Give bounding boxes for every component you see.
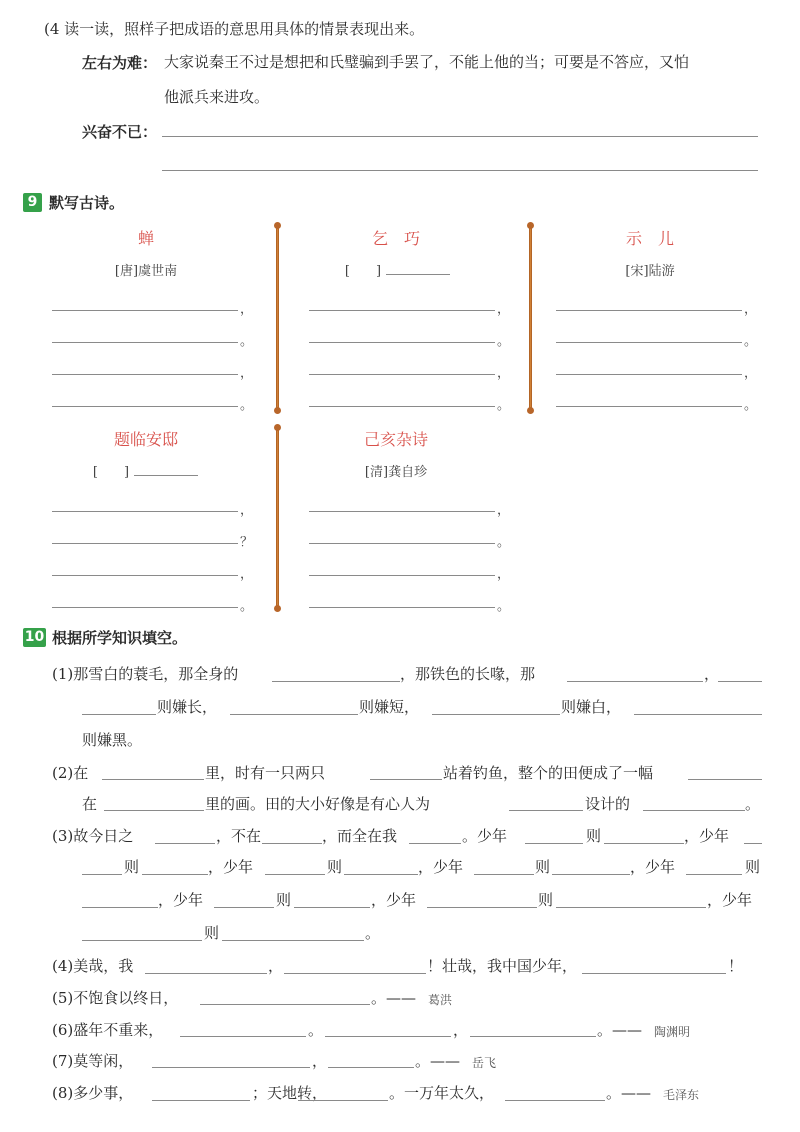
fill-blank[interactable] [686,874,742,875]
fill-blank[interactable] [474,874,534,875]
s6-text: (6)盛年不重来， [52,1021,164,1039]
s1-text: 则嫌长， [157,698,218,716]
s2-text: 里，时有一只两只 [205,764,326,782]
poem-punct: ， [240,366,254,381]
s3-text: 则 [204,924,220,942]
fill-blank[interactable] [427,907,537,908]
s6-text: 。 [308,1021,324,1039]
fill-blank[interactable] [155,843,215,844]
fill-blank[interactable] [328,1067,414,1068]
s2-text: 在 [82,795,98,813]
s3-text: ，而全在我 [322,827,398,845]
question-number-badge: 9 [23,193,42,212]
s3-text: 则 [124,858,140,876]
s1-text: (1)那雪白的蓑毛，那全身的 [52,665,239,683]
s1-text: 则嫌黑。 [82,731,143,749]
s5-source: 葛洪 [428,993,453,1007]
fill-blank[interactable] [272,681,400,682]
fill-blank[interactable] [604,843,684,844]
poem-author-blank: [ ] [344,264,382,279]
author-name-blank[interactable] [386,274,450,275]
poem-punct: 。 [240,599,254,614]
poem-punct: ， [240,302,254,317]
s3-text: (3)故今日之 [52,827,134,845]
fill-blank[interactable] [102,779,204,780]
poem-punct: 。 [744,398,758,413]
poem-punct: ， [744,302,758,317]
poem-line[interactable] [309,310,495,311]
s3-text: 。 [365,924,381,942]
s5-text: (5)不饱食以终日， [52,989,179,1007]
fill-blank[interactable] [82,907,158,908]
fill-blank[interactable] [525,843,583,844]
fill-blank[interactable] [180,1036,306,1037]
poem-punct: ， [240,503,254,518]
s7-source: 岳飞 [472,1056,497,1070]
fill-blank[interactable] [688,779,762,780]
poem-line[interactable] [52,342,238,343]
fill-blank[interactable] [222,940,364,941]
s6-text: 。—— [597,1021,643,1039]
question-number-badge: 10 [24,629,45,645]
s3-text: 则 [535,858,551,876]
poem-title: 蝉 [137,229,154,248]
fill-blank[interactable] [200,1004,370,1005]
s7-text: 。—— [415,1052,461,1070]
fill-blank[interactable] [744,843,762,844]
poem-line[interactable] [556,342,742,343]
poem-line[interactable] [52,543,238,544]
task-term: 兴奋不已： [82,123,158,141]
s3-text: ，少年 [418,858,464,876]
fill-blank[interactable] [505,1100,605,1101]
s8-text: 。一万年太久， [389,1084,495,1102]
s1-text: 则嫌白， [561,698,622,716]
s7-text: ， [312,1052,328,1070]
poem-punct: ？ [240,535,254,550]
poem-line[interactable] [556,406,742,407]
example-term: 左右为难： [82,54,158,72]
fill-blank[interactable] [556,907,706,908]
fill-blank[interactable] [82,874,122,875]
poem-line[interactable] [52,310,238,311]
s4-text: ， [268,957,284,975]
poem-line[interactable] [309,406,495,407]
question-title: 根据所学知识填空。 [52,629,188,647]
poem-punct: ， [497,366,511,381]
fill-blank[interactable] [262,843,322,844]
fill-blank[interactable] [552,874,630,875]
poem-punct: 。 [497,535,511,550]
s1-text: 则嫌短， [359,698,420,716]
fill-blank[interactable] [152,1067,310,1068]
fill-blank[interactable] [409,843,461,844]
s8-source: 毛泽东 [663,1088,700,1102]
poem-author: [宋]陆游 [625,264,675,279]
poem-line[interactable] [309,575,495,576]
s3-text: 则 [327,858,343,876]
poem-line[interactable] [52,374,238,375]
s6-source: 陶渊明 [654,1025,691,1039]
s8-text: ；天地转， [252,1084,328,1102]
poem-author: [唐]虞世南 [114,264,178,279]
fill-blank[interactable] [214,907,274,908]
fill-blank[interactable] [145,973,267,974]
s4-text: ！ [728,957,744,975]
poem-title: 己亥杂诗 [363,430,428,449]
s6-text: ， [453,1021,469,1039]
poem-punct: ， [497,302,511,317]
fill-blank[interactable] [82,940,202,941]
poem-title: 示 儿 [625,229,674,248]
poem-line[interactable] [309,511,495,512]
s3-text: ，不在 [216,827,262,845]
s3-text: 则 [538,891,554,909]
poem-line[interactable] [309,374,495,375]
poem-title: 题临安邸 [113,430,178,449]
question-title: 默写古诗。 [49,194,125,212]
example-line-2: 他派兵来进攻。 [164,88,270,106]
s4-text: (4)美哉，我 [52,957,134,975]
poem-punct: 。 [497,398,511,413]
poem-line[interactable] [52,575,238,576]
fill-blank[interactable] [230,714,358,715]
s4-text: ！壮哉，我中国少年， [427,957,578,975]
poem-author-blank: [ ] [92,465,130,480]
divider-rod [276,226,279,410]
example-line-1: 大家说秦王不过是想把和氏璧骗到手罢了，不能上他的当；可要是不答应，又怕 [164,53,690,71]
poem-punct: 。 [497,334,511,349]
fill-blank[interactable] [284,973,426,974]
poem-line[interactable] [309,342,495,343]
poem-line[interactable] [309,543,495,544]
poem-punct: 。 [240,334,254,349]
s8-text: (8)多少事， [52,1084,134,1102]
poem-punct: ， [497,503,511,518]
s3-text: 则 [745,858,761,876]
poem-line[interactable] [52,511,238,512]
poem-punct: 。 [744,334,758,349]
poem-line[interactable] [52,607,238,608]
fill-blank[interactable] [718,681,762,682]
poem-line[interactable] [556,310,742,311]
fill-blank[interactable] [567,681,703,682]
s3-text: 。少年 [462,827,508,845]
s2-text: (2)在 [52,764,89,782]
poem-punct: ， [744,366,758,381]
s1-text: ，那铁色的长喙，那 [400,665,536,683]
fill-blank[interactable] [470,1036,596,1037]
fill-blank[interactable] [370,779,442,780]
s5-text: 。—— [371,989,417,1007]
fill-blank[interactable] [298,1100,388,1101]
q8-prompt: (4 读一读，照样子把成语的意思用具体的情景表现出来。 [44,20,425,38]
fill-blank[interactable] [152,1100,250,1101]
s2-text: 设计的 [585,795,631,813]
fill-blank[interactable] [344,874,418,875]
poem-punct: 。 [240,398,254,413]
poem-line[interactable] [52,406,238,407]
poem-line[interactable] [556,374,742,375]
fill-blank[interactable] [104,810,204,811]
s3-text: ，少年 [208,858,254,876]
s3-text: ，少年 [684,827,730,845]
s2-text: 站着钓鱼，整个的田便成了一幅 [443,764,654,782]
fill-blank[interactable] [432,714,560,715]
s8-text: 。—— [606,1084,652,1102]
answer-line[interactable] [162,170,758,171]
s3-text: ，少年 [707,891,753,909]
s2-text: 。 [745,795,761,813]
s3-text: 则 [276,891,292,909]
author-name-blank[interactable] [134,475,198,476]
fill-blank[interactable] [582,973,726,974]
poem-punct: 。 [497,599,511,614]
answer-line[interactable] [162,136,758,137]
divider-rod [529,226,532,410]
s1-text: ， [704,665,720,683]
fill-blank[interactable] [265,874,325,875]
poem-line[interactable] [309,607,495,608]
fill-blank[interactable] [294,907,370,908]
s2-text: 里的画。田的大小好像是有心人为 [205,795,431,813]
poem-author: [清]龚自珍 [364,465,428,480]
fill-blank[interactable] [509,810,583,811]
fill-blank[interactable] [142,874,208,875]
s3-text: ，少年 [158,891,204,909]
poem-title: 乞 巧 [371,229,420,248]
fill-blank[interactable] [82,714,156,715]
fill-blank[interactable] [643,810,745,811]
poem-punct: ， [497,567,511,582]
poem-punct: ， [240,567,254,582]
divider-rod [276,428,279,608]
fill-blank[interactable] [634,714,762,715]
s7-text: (7)莫等闲， [52,1052,134,1070]
fill-blank[interactable] [325,1036,451,1037]
s3-text: 则 [586,827,602,845]
s3-text: ，少年 [630,858,676,876]
s3-text: ，少年 [371,891,417,909]
